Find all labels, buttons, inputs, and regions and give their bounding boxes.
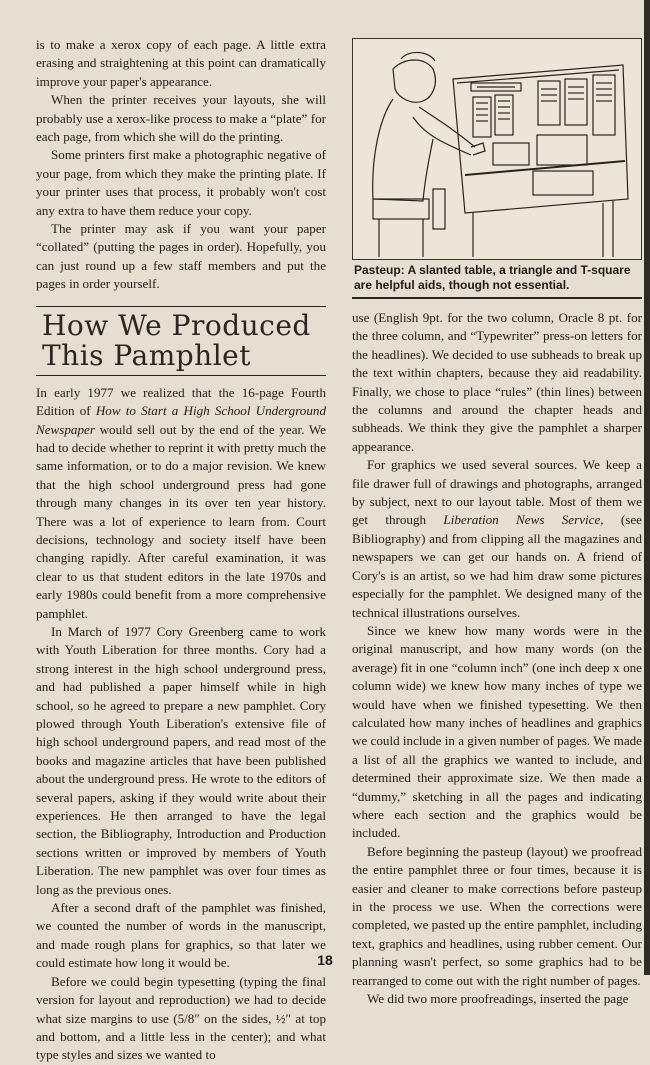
text-span: For graphics we used several sources. We keep a file drawer full of drawings and photographs, arranged by subject, next to our layout table. Most of them we get through (352, 457, 642, 528)
paragraph: In March of 1977 Cory Greenberg came to work with Youth Liberation for three months. Cory had a strong interest in the high school underground press, and had published a paper himself while in high school, so he agreed to prepare a new pamphlet. Cory plowed through Youth Liberation's extensive file of high school underground papers, and read most of the books and magazine articles that have been published about the underground press. He wrote to the editors of several papers, asking if they would write about their experiences. He then arranged to have the legal section, the Bibliography, Introduction and Production sections written or improved by members of Youth Liberation. The new pamphlet was over four times as long as the previous ones. (36, 623, 326, 897)
paragraph: We did two more proofreadings, inserted the page (367, 991, 629, 1007)
section-heading (42, 308, 326, 372)
page-number: 18 (317, 952, 333, 968)
heading-bottom-rule (36, 375, 326, 376)
paragraph (352, 456, 642, 622)
right-column (352, 38, 642, 1008)
text-span: In early 1977 we realized that the 16-page Fourth Edition of (36, 384, 326, 419)
section-heading-line2: This Pamphlet (42, 338, 251, 372)
paragraph: Since we knew how many words were in the original manuscript, and how many words (on the average) fit in one “column inch” (one inch deep x one column wide) we knew how many inches of type we would have when we finished typesetting. We then calculated how many inches of headlines and graphics we could include in a given number of pages. We made a list of all the graphics we wanted to include, and determined their approximate size. We then made a “dummy,” sketching in all the pages and indicating where each section and the graphics would be included. (352, 622, 642, 841)
paragraph: Some printers first make a photographic negative of your page, from which they make the printing plate. If your printer uses that process, it probably won't cost any extra to have them reduce your copy. (36, 147, 326, 218)
paragraph: Before we could begin typesetting (typing the final version for layout and reproduction) we had to decide what size margins to use (5/8″ on the sides, ½″ at top and bottom, and a little less in the center); and what type styles and sizes we wanted to (36, 973, 326, 1063)
paragraph: When the printer receives your layouts, she will probably use a xerox-like process to make a “plate” for each page, from which she will do the printing. (36, 92, 326, 145)
paragraph: Before beginning the pasteup (layout) we proofread the entire pamphlet three or four times, because it is easier and cleaner to make corrections before pasteup in the process we use. When the corrections were completed, we pasted up the entire pamphlet, including text, graphics and headlines, using rubber cement. Our planning wasn't perfect, so some graphics had to be rearranged to come out with the right number of pages. (352, 843, 642, 988)
paragraph: The printer may ask if you want your paper “collated” (putting the pages in order). Hopefully, you can just round up a few staff members and put the pages in order yourself. (36, 221, 326, 292)
paragraph: After a second draft of the pamphlet was finished, we counted the number of words in the manuscript, and made rough plans for graphics, so that later we could estimate how long it would be. (36, 900, 326, 971)
heading-top-rule (36, 306, 326, 307)
source-title: Liberation News Service (443, 512, 601, 528)
paragraph: use (English 9pt. for the two column, Oracle 8 pt. for the three column, and “Typewriter” press-on letters for the headlines). We decided to use subheads to break up the text within chapters, because they aid readability. Finally, we chose to place “rules” (thin lines) between the columns and around the chapter heads and subheads. We think they give the pamphlet a sharper appearance. (352, 310, 642, 454)
pasteup-illustration (352, 38, 642, 260)
page-edge (644, 0, 650, 975)
paragraph (36, 384, 326, 623)
book-title: How to Start a High School Underground Newspaper (36, 403, 326, 437)
paragraph: is to make a xerox copy of each page. A little extra erasing and straightening at this point can dramatically improve your paper's appearance. (36, 37, 326, 89)
section-heading-line1: How We Produced (42, 308, 311, 342)
figure-caption: Pasteup: A slanted table, a triangle and T-square are helpful aids, though not essential. (352, 260, 642, 299)
left-column (36, 36, 326, 1065)
artist-drawing-icon (353, 39, 640, 258)
text-span: would sell out by the end of the year. We had to decide whether to reprint it with pretty much the same information, or to do a major revision. We knew that the high school underground press had gone through many changes in its over ten year history. There was a lot of experience to learn from. Court decisions, technology and society itself have been changing rapidly. After careful examination, it was clear to us that student editors in the late 1970s and early 1980s could benefit from a more comprehensive pamphlet. (36, 421, 326, 621)
text-span: , (see Bibliography) and from clipping all the magazines and newspapers we can get our hands on. A friend of Cory's is an artist, so we had him draw some pictures especially for the pamphlet. We designed many of the technical illustrations ourselves. (352, 512, 642, 620)
